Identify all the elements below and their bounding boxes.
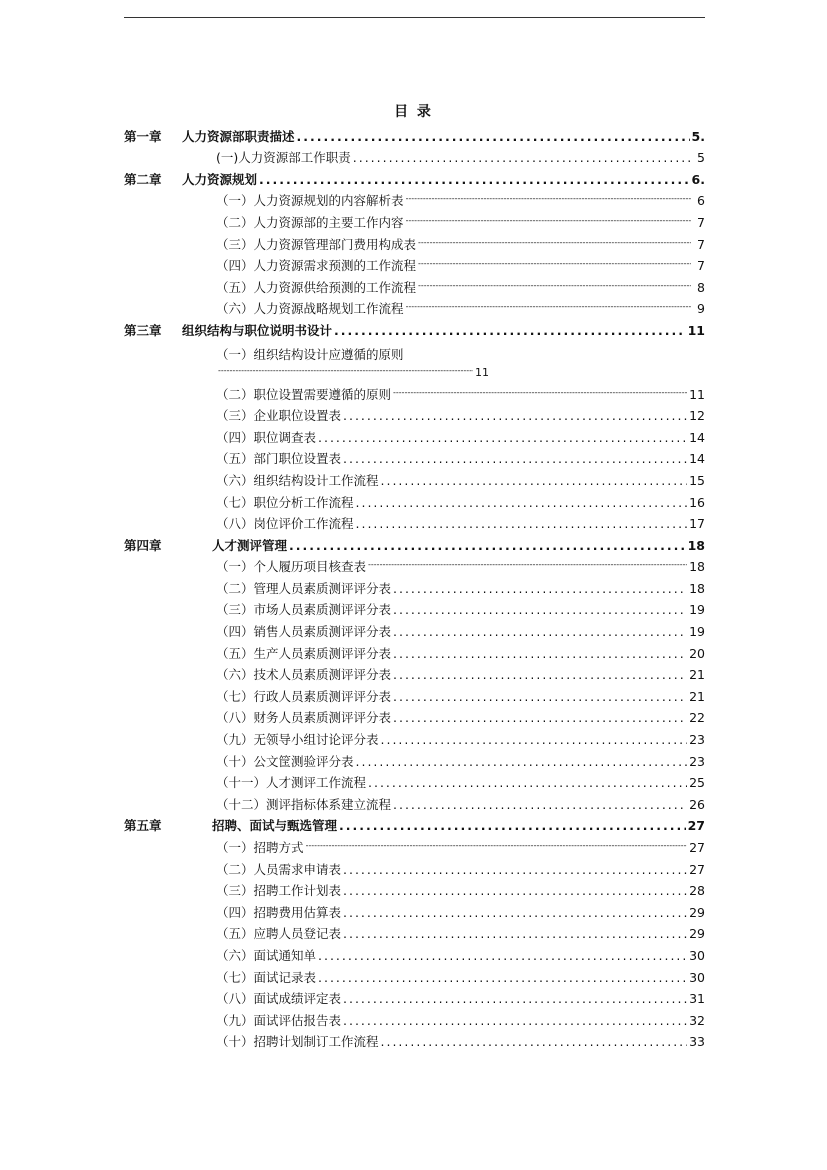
entry-label: （八）岗位评价工作流程	[216, 516, 354, 532]
entry-label: （一）招聘方式	[216, 840, 304, 855]
entry-label: （五）部门职位设置表	[216, 451, 342, 467]
dot-leader	[393, 689, 687, 704]
dot-leader	[259, 172, 690, 187]
page-number: 27	[689, 840, 705, 855]
entry-label: （一）组织结构设计应遵循的原则	[216, 346, 404, 362]
toc-entry-row[interactable]	[124, 208, 705, 230]
page-number: 15	[689, 472, 705, 488]
page-number: 16	[689, 494, 705, 510]
chapter-number: 第三章	[124, 322, 162, 338]
dot-leader	[318, 948, 687, 963]
dot-leader	[381, 473, 688, 488]
page-number: 7	[697, 236, 705, 252]
entry-label: （三）招聘工作计划表	[216, 883, 342, 899]
dot-leader	[343, 883, 687, 898]
dot-leader	[343, 408, 687, 423]
page-number: 7	[697, 258, 705, 274]
entry-label: （三）人力资源管理部门费用构成表	[216, 236, 417, 252]
dot-leader	[356, 495, 688, 510]
page-number: 30	[689, 947, 705, 963]
toc-chapter-row[interactable]	[124, 812, 705, 834]
dot-leader	[418, 258, 691, 273]
toc-chapter-row[interactable]	[124, 122, 705, 144]
page-number: 18	[689, 580, 705, 596]
page-number: 5.	[691, 128, 705, 144]
page-number: 17	[689, 516, 705, 532]
dot-leader	[381, 732, 688, 747]
toc-entry-row[interactable]	[124, 725, 705, 747]
page-number: 7	[697, 214, 705, 230]
toc-chapter-row[interactable]	[124, 165, 705, 187]
toc-entry-row[interactable]	[124, 273, 705, 295]
page-number: 18	[689, 559, 705, 575]
toc-entry-row[interactable]	[124, 230, 705, 252]
entry-label: （五）生产人员素质测评评分表	[216, 645, 392, 661]
page-number: 21	[689, 667, 705, 683]
entry-label: （二）职位设置需要遵循的原则	[216, 386, 392, 402]
toc-entry-row[interactable]	[124, 855, 705, 877]
entry-label: （四）销售人员素质测评评分表	[216, 624, 392, 640]
page-number: 14	[689, 451, 705, 467]
dot-leader	[339, 818, 686, 833]
toc-entry-row[interactable]	[124, 187, 705, 209]
entry-label: （八）财务人员素质测评评分表	[216, 710, 392, 726]
entry-label: (一)人力资源部工作职责	[216, 150, 351, 166]
entry-label: （九）面试评估报告表	[216, 1012, 342, 1028]
entry-label: （十一）人才测评工作流程	[216, 775, 367, 791]
page-number: 25	[689, 775, 705, 791]
entry-label: （二）管理人员素质测评评分表	[216, 580, 392, 596]
toc-entry-row[interactable]	[124, 402, 705, 424]
entry-label: （七）行政人员素质测评评分表	[216, 688, 392, 704]
toc-entry-row[interactable]	[124, 295, 705, 317]
page-number: 12	[689, 408, 705, 424]
page-number: 18	[687, 537, 705, 553]
dot-leader	[393, 667, 687, 682]
page-number: 20	[689, 645, 705, 661]
entry-label: （四）招聘费用估算表	[216, 904, 342, 920]
toc-title: 目 录	[394, 104, 433, 120]
toc-entry-row[interactable]	[124, 553, 705, 575]
dot-leader	[418, 280, 691, 295]
toc-chapter-row[interactable]	[124, 316, 705, 338]
entry-label: （七）职位分析工作流程	[216, 494, 354, 510]
page-number: 23	[689, 753, 705, 769]
toc-entry-row[interactable]	[124, 466, 705, 488]
page-number: 11	[689, 386, 705, 402]
dot-leader	[334, 323, 686, 338]
dot-leader	[343, 991, 687, 1006]
page-number: 29	[689, 926, 705, 942]
dot-leader	[393, 646, 687, 661]
dot-leader	[406, 215, 691, 230]
entry-label: （十）招聘计划制订工作流程	[216, 1034, 379, 1050]
page-number: 6.	[691, 171, 705, 187]
toc-entry-row[interactable]	[124, 790, 705, 812]
dot-leader	[356, 754, 688, 769]
page-number: 29	[689, 904, 705, 920]
dot-leader	[343, 1013, 687, 1028]
dot-leader	[306, 840, 688, 855]
page-number: 21	[689, 688, 705, 704]
entry-label: （一）个人履历项目核查表	[216, 559, 367, 575]
entry-label: （六）面试通知单	[216, 947, 317, 963]
entry-label: （六）技术人员素质测评评分表	[216, 667, 392, 683]
page-number: 32	[689, 1012, 705, 1028]
dot-leader	[406, 193, 691, 208]
table-of-contents	[124, 122, 705, 1049]
toc-entry-row[interactable]	[124, 1028, 705, 1050]
toc-entry-row[interactable]	[124, 920, 705, 942]
chapter-number: 第五章	[124, 818, 162, 834]
dot-leader	[343, 451, 687, 466]
toc-entry-row[interactable]	[124, 144, 705, 166]
chapter-number: 第四章	[124, 537, 162, 553]
header-rule	[124, 17, 705, 18]
chapter-title: 人才测评管理	[212, 537, 288, 553]
entry-label: （二）人力资源部的主要工作内容	[216, 214, 404, 230]
entry-label: （六）人力资源战略规划工作流程	[216, 301, 404, 317]
toc-entry-row[interactable]	[124, 661, 705, 683]
toc-entry-row[interactable]	[124, 1006, 705, 1028]
toc-entry-row[interactable]	[124, 617, 705, 639]
chapter-title: 人力资源规划	[182, 171, 258, 187]
page-number: 5	[697, 150, 705, 166]
entry-label: （三）企业职位设置表	[216, 408, 342, 424]
dot-leader	[393, 387, 687, 402]
chapter-title: 人力资源部职责描述	[182, 128, 295, 144]
page-number: 8	[697, 279, 705, 295]
page-number: 23	[689, 732, 705, 748]
page-number: 19	[689, 624, 705, 640]
page-number: 6	[697, 193, 705, 209]
page-number: 14	[689, 429, 705, 445]
toc-entry-continuation	[124, 362, 705, 380]
entry-label: （八）面试成绩评定表	[216, 991, 342, 1007]
chapter-title: 组织结构与职位说明书设计	[182, 322, 333, 338]
entry-label: （七）面试记录表	[216, 969, 317, 985]
entry-label: （五）人力资源供给预测的工作流程	[216, 279, 417, 295]
toc-entry-row[interactable]	[124, 898, 705, 920]
dot-leader	[368, 559, 687, 574]
page-number: 26	[689, 796, 705, 812]
toc-entry-row[interactable]	[124, 682, 705, 704]
toc-chapter-row[interactable]	[124, 531, 705, 553]
entry-label: （四）职位调查表	[216, 429, 317, 445]
entry-label: （十二）测评指标体系建立流程	[216, 796, 392, 812]
page-number: 33	[689, 1034, 705, 1050]
page-number: 28	[689, 883, 705, 899]
chapter-number: 第二章	[124, 171, 162, 187]
toc-entry-row[interactable]	[124, 574, 705, 596]
page-number: 27	[687, 818, 705, 834]
dot-leader	[343, 905, 687, 920]
dot-leader	[418, 237, 691, 252]
entry-label: （五）应聘人员登记表	[216, 926, 342, 942]
page-number: 9	[697, 301, 705, 317]
dot-leader	[393, 581, 687, 596]
toc-entry-row[interactable]	[124, 747, 705, 769]
entry-label: （九）无领导小组讨论评分表	[216, 732, 379, 748]
dot-leader	[343, 862, 687, 877]
page-number: 27	[689, 861, 705, 877]
dot-leader	[393, 602, 687, 617]
dot-leader	[318, 970, 687, 985]
toc-entry-row[interactable]	[124, 833, 705, 855]
toc-entry-row[interactable]	[124, 252, 705, 274]
toc-entry-row[interactable]	[124, 423, 705, 445]
toc-entry-row[interactable]	[124, 704, 705, 726]
entry-label: （一）人力资源规划的内容解析表	[216, 193, 404, 209]
toc-entry-row[interactable]	[124, 769, 705, 791]
entry-label: （三）市场人员素质测评评分表	[216, 602, 392, 618]
dot-leader	[381, 1034, 688, 1049]
toc-entry-row[interactable]	[124, 380, 705, 402]
dot-leader	[393, 797, 687, 812]
dot-leader	[353, 150, 691, 165]
dot-leader	[318, 430, 687, 445]
entry-label: （十）公文筐测验评分表	[216, 753, 354, 769]
dot-leader	[343, 926, 687, 941]
dot-leader	[289, 538, 686, 553]
toc-entry-row[interactable]	[124, 877, 705, 899]
toc-entry-row[interactable]	[124, 941, 705, 963]
toc-entry-row[interactable]	[124, 338, 705, 362]
entry-label: （六）组织结构设计工作流程	[216, 472, 379, 488]
chapter-title: 招聘、面试与甄选管理	[212, 818, 338, 834]
page-number: 22	[689, 710, 705, 726]
toc-entry-row[interactable]	[124, 985, 705, 1007]
page-number: 11	[475, 365, 489, 379]
dot-leader	[406, 301, 691, 316]
dot-leader	[393, 624, 687, 639]
toc-entry-row[interactable]	[124, 596, 705, 618]
dot-leader	[218, 365, 473, 380]
dot-leader	[356, 516, 688, 531]
page-number: 31	[689, 991, 705, 1007]
toc-entry-row[interactable]	[124, 510, 705, 532]
page-number: 30	[689, 969, 705, 985]
dot-leader	[297, 129, 690, 144]
toc-entry-row[interactable]	[124, 639, 705, 661]
entry-label: （二）人员需求申请表	[216, 861, 342, 877]
toc-entry-row[interactable]	[124, 488, 705, 510]
chapter-number: 第一章	[124, 128, 162, 144]
dot-leader	[393, 710, 687, 725]
toc-entry-row[interactable]	[124, 445, 705, 467]
toc-entry-row[interactable]	[124, 963, 705, 985]
page-number: 11	[687, 322, 705, 338]
page-number: 19	[689, 602, 705, 618]
entry-label: （四）人力资源需求预测的工作流程	[216, 258, 417, 274]
dot-leader	[368, 775, 687, 790]
